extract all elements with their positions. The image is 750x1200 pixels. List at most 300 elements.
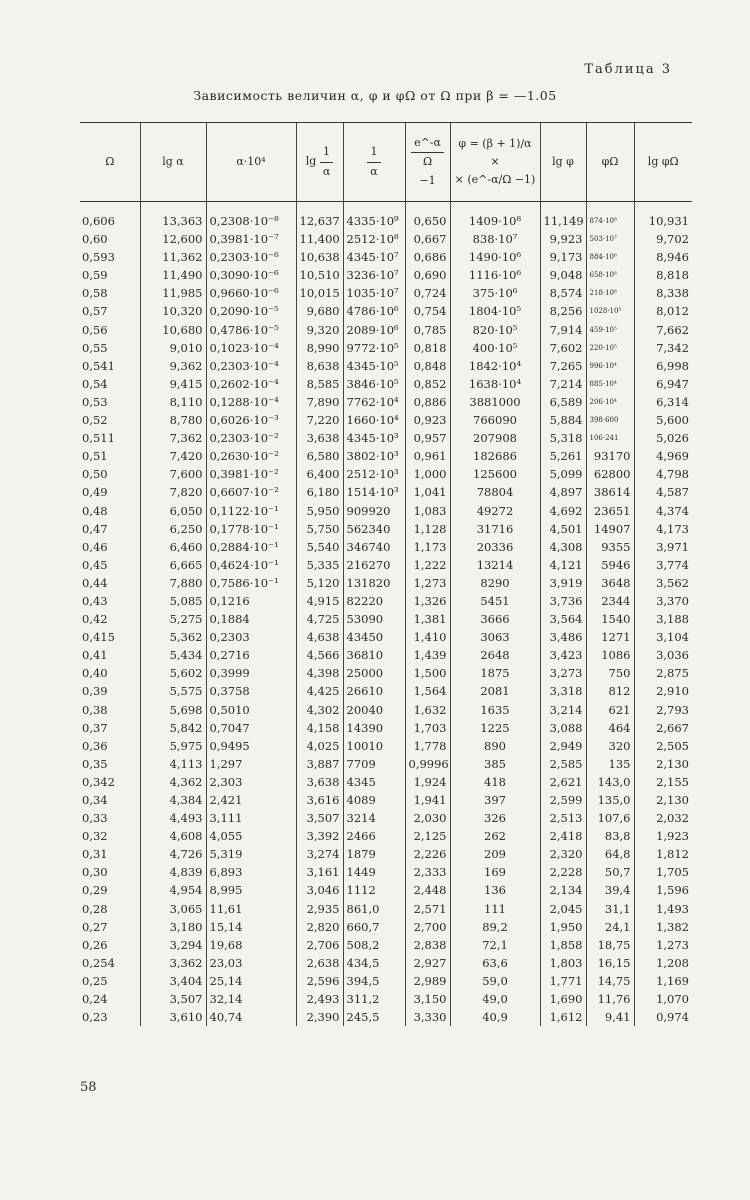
- table-cell: 5,602: [140, 664, 206, 682]
- table-cell: 3,088: [540, 719, 586, 737]
- table-cell: 3,887: [296, 755, 343, 773]
- table-cell: 14,75: [586, 972, 634, 990]
- table-cell: 6,460: [140, 538, 206, 556]
- table-cell: 7,265: [540, 357, 586, 375]
- table-cell: 206·10⁴: [586, 393, 634, 411]
- table-cell: 4345·10⁵: [343, 357, 405, 375]
- table-cell: 1,173: [405, 538, 450, 556]
- table-cell: 3802·10³: [343, 447, 405, 465]
- table-cell: 3666: [450, 610, 540, 628]
- table-cell: 0,724: [405, 284, 450, 302]
- table-row: [80, 447, 692, 465]
- table-cell: 0,886: [405, 393, 450, 411]
- table-cell: 0,818: [405, 339, 450, 357]
- table-cell: 0,59: [82, 268, 108, 283]
- table-cell: 0,606: [82, 214, 115, 228]
- table-cell: 2,155: [634, 773, 692, 791]
- header-lg-phi: lg φ: [540, 123, 586, 202]
- table-cell: 2,820: [296, 918, 343, 936]
- table-cell: 7,600: [140, 465, 206, 483]
- table-row: [80, 936, 692, 954]
- table-cell: 0,2303·10⁻⁶: [206, 248, 296, 266]
- table-cell: 6,250: [140, 520, 206, 538]
- table-cell: 2,571: [405, 900, 450, 918]
- table-row: [80, 202, 692, 231]
- table-cell: 6,580: [296, 447, 343, 465]
- table-cell: 11,985: [140, 284, 206, 302]
- table-cell: 1086: [586, 646, 634, 664]
- table-cell: 2344: [586, 592, 634, 610]
- table-cell: 4335·10⁹: [343, 202, 405, 231]
- table-cell: 0,43: [82, 593, 108, 608]
- table-cell: 131820: [343, 574, 405, 592]
- table-cell: 1028·10⁵: [586, 302, 634, 320]
- exp-tail: −1: [419, 173, 436, 187]
- table-cell: 6,998: [634, 357, 692, 375]
- table-cell: 0,60: [82, 232, 108, 247]
- table-row: [80, 556, 692, 574]
- table-cell: 218·10⁶: [586, 284, 634, 302]
- inv-alpha-fraction: [320, 143, 333, 180]
- table-cell: 15,14: [206, 918, 296, 936]
- table-cell: 59,0: [450, 972, 540, 990]
- table-cell: 4786·10⁶: [343, 302, 405, 320]
- table-cell: 1,941: [405, 791, 450, 809]
- table-cell: 4,493: [140, 809, 206, 827]
- table-cell: 5,975: [140, 737, 206, 755]
- table-cell: 2,125: [405, 827, 450, 845]
- table-cell: 0,2090·10⁻⁵: [206, 302, 296, 320]
- table-cell: 2,667: [634, 719, 692, 737]
- table-row: [80, 809, 692, 827]
- header-omega: Ω: [80, 123, 140, 202]
- table-cell: 40,74: [206, 1008, 296, 1026]
- table-cell: 0,3758: [206, 682, 296, 700]
- table-cell: 838·10⁷: [450, 230, 540, 248]
- table-cell: 8,256: [540, 302, 586, 320]
- table-row: [80, 918, 692, 936]
- fraction-numerator: 1: [320, 143, 333, 162]
- table-cell: 0,53: [82, 394, 108, 409]
- table-cell: 3,180: [140, 918, 206, 936]
- table-cell: 3,104: [634, 628, 692, 646]
- table-cell: 1,128: [405, 520, 450, 538]
- table-cell: 23,03: [206, 954, 296, 972]
- table-cell: 3,036: [634, 646, 692, 664]
- table-cell: 4,121: [540, 556, 586, 574]
- table-row: [80, 538, 692, 556]
- table-cell: 1,778: [405, 737, 450, 755]
- table-cell: 2512·10⁸: [343, 230, 405, 248]
- fraction-numerator: 1: [367, 143, 380, 162]
- table-cell: 0,36: [82, 738, 108, 753]
- table-cell: 508,2: [343, 936, 405, 954]
- table-cell: 2,421: [206, 791, 296, 809]
- table-cell: 7,914: [540, 321, 586, 339]
- table-cell: 1,858: [540, 936, 586, 954]
- exp-fraction: [411, 134, 444, 171]
- table-cell: 5,318: [540, 429, 586, 447]
- table-cell: 5,540: [296, 538, 343, 556]
- table-cell: 12,637: [296, 202, 343, 231]
- table-cell: 861,0: [343, 900, 405, 918]
- table-row: [80, 302, 692, 320]
- table-cell: 3,392: [296, 827, 343, 845]
- table-cell: 2,638: [296, 954, 343, 972]
- table-cell: 53090: [343, 610, 405, 628]
- table-cell: 2,130: [634, 755, 692, 773]
- table-cell: 8,338: [634, 284, 692, 302]
- table-cell: 0,44: [82, 575, 108, 590]
- table-cell: 0,7047: [206, 719, 296, 737]
- table-cell: 503·10⁷: [586, 230, 634, 248]
- table-row: [80, 248, 692, 266]
- table-cell: 1875: [450, 664, 540, 682]
- table-cell: 0,23: [82, 1010, 108, 1025]
- table-cell: 89,2: [450, 918, 540, 936]
- table-cell: 394,5: [343, 972, 405, 990]
- table-cell: 31,1: [586, 900, 634, 918]
- header-phi-formula: [450, 123, 540, 202]
- table-cell: 2,303: [206, 773, 296, 791]
- phi-formula-line-1: φ = (β + 1)/α ×: [458, 136, 532, 168]
- table-cell: 8,585: [296, 375, 343, 393]
- table-cell: 7,820: [140, 483, 206, 501]
- table-cell: 9355: [586, 538, 634, 556]
- table-cell: 0,1216: [206, 592, 296, 610]
- table-cell: 1635: [450, 701, 540, 719]
- table-row: [80, 465, 692, 483]
- table-cell: 820·10⁵: [450, 321, 540, 339]
- table-cell: 23651: [586, 502, 634, 520]
- table-cell: 0,33: [82, 811, 108, 826]
- header-row: [80, 123, 692, 202]
- table-cell: 8290: [450, 574, 540, 592]
- table-cell: 19,68: [206, 936, 296, 954]
- table-cell: 1,382: [634, 918, 692, 936]
- table-cell: 0,32: [82, 829, 108, 844]
- table-cell: 812: [586, 682, 634, 700]
- table-cell: 1,083: [405, 502, 450, 520]
- table-cell: 2,320: [540, 845, 586, 863]
- table-cell: 3,564: [540, 610, 586, 628]
- table-cell: 1,222: [405, 556, 450, 574]
- table-cell: 0,3981·10⁻⁷: [206, 230, 296, 248]
- table-cell: 93170: [586, 447, 634, 465]
- table-cell: 4345: [343, 773, 405, 791]
- table-cell: 1,439: [405, 646, 450, 664]
- table-cell: 311,2: [343, 990, 405, 1008]
- table-cell: 1,070: [634, 990, 692, 1008]
- table-cell: 4,425: [296, 682, 343, 700]
- table-cell: 83,8: [586, 827, 634, 845]
- table-cell: 0,961: [405, 447, 450, 465]
- table-cell: 1490·10⁶: [450, 248, 540, 266]
- table-cell: 4,374: [634, 502, 692, 520]
- table-cell: 660,7: [343, 918, 405, 936]
- table-cell: 0,415: [82, 630, 115, 645]
- table-cell: 3,404: [140, 972, 206, 990]
- table-cell: 884·10⁶: [586, 248, 634, 266]
- table-cell: 18,75: [586, 936, 634, 954]
- table-cell: 2081: [450, 682, 540, 700]
- table-cell: 0,28: [82, 901, 108, 916]
- table-cell: 220·10⁵: [586, 339, 634, 357]
- table-cell: 0,9495: [206, 737, 296, 755]
- table-cell: 0,1778·10⁻¹: [206, 520, 296, 538]
- table-cell: 1449: [343, 863, 405, 881]
- table-cell: 72,1: [450, 936, 540, 954]
- table-row: [80, 646, 692, 664]
- table-cell: 9,320: [296, 321, 343, 339]
- table-row: [80, 502, 692, 520]
- table-cell: 0,1884: [206, 610, 296, 628]
- table-cell: 5,275: [140, 610, 206, 628]
- table-cell: 2,418: [540, 827, 586, 845]
- table-cell: 10,320: [140, 302, 206, 320]
- table-cell: 1514·10³: [343, 483, 405, 501]
- table-cell: 49,0: [450, 990, 540, 1008]
- table-cell: 0,6026·10⁻³: [206, 411, 296, 429]
- table-cell: 658·10⁶: [586, 266, 634, 284]
- table-cell: 25,14: [206, 972, 296, 990]
- table-cell: 1,703: [405, 719, 450, 737]
- table-cell: 885·10⁴: [586, 375, 634, 393]
- table-cell: 16,15: [586, 954, 634, 972]
- table-cell: 326: [450, 809, 540, 827]
- table-cell: 11,149: [540, 202, 586, 231]
- table-cell: 0,37: [82, 720, 108, 735]
- table-cell: 0,24: [82, 992, 108, 1007]
- table-cell: 3,362: [140, 954, 206, 972]
- table-row: [80, 900, 692, 918]
- table-cell: 1,771: [540, 972, 586, 990]
- table-cell: 4,566: [296, 646, 343, 664]
- table-cell: 4,025: [296, 737, 343, 755]
- table-cell: 9,010: [140, 339, 206, 357]
- table-cell: 0,5010: [206, 701, 296, 719]
- table-cell: 0,686: [405, 248, 450, 266]
- table-cell: 4,725: [296, 610, 343, 628]
- table-cell: 49272: [450, 502, 540, 520]
- table-cell: 1225: [450, 719, 540, 737]
- table-cell: 2,927: [405, 954, 450, 972]
- table-cell: 0,46: [82, 539, 108, 554]
- table-cell: 3,294: [140, 936, 206, 954]
- table-row: [80, 719, 692, 737]
- table-cell: 375·10⁶: [450, 284, 540, 302]
- table-cell: 5,884: [540, 411, 586, 429]
- table-cell: 82220: [343, 592, 405, 610]
- table-cell: 3236·10⁷: [343, 266, 405, 284]
- table-cell: 3,507: [140, 990, 206, 1008]
- table-cell: 0,57: [82, 304, 108, 319]
- table-cell: 0,6607·10⁻²: [206, 483, 296, 501]
- table-cell: 7,890: [296, 393, 343, 411]
- table-cell: 3,161: [296, 863, 343, 881]
- table-cell: 216270: [343, 556, 405, 574]
- table-cell: 2466: [343, 827, 405, 845]
- table-cell: 2,596: [296, 972, 343, 990]
- table-cell: 4,055: [206, 827, 296, 845]
- table-cell: 1116·10⁶: [450, 266, 540, 284]
- table-cell: 320: [586, 737, 634, 755]
- table-cell: 5,600: [634, 411, 692, 429]
- table-cell: 1,924: [405, 773, 450, 791]
- table-row: [80, 230, 692, 248]
- table-cell: 5,335: [296, 556, 343, 574]
- table-cell: 20040: [343, 701, 405, 719]
- table-cell: 0,47: [82, 521, 108, 536]
- table-cell: 0,848: [405, 357, 450, 375]
- table-cell: 1,705: [634, 863, 692, 881]
- table-cell: 2089·10⁶: [343, 321, 405, 339]
- table-row: [80, 1008, 692, 1026]
- table-row: [80, 845, 692, 863]
- table-cell: 8,012: [634, 302, 692, 320]
- table-cell: 262: [450, 827, 540, 845]
- table-cell: 3,046: [296, 881, 343, 899]
- table-cell: 135: [586, 755, 634, 773]
- table-cell: 10,510: [296, 266, 343, 284]
- table-cell: 4,384: [140, 791, 206, 809]
- table-cell: 135,0: [586, 791, 634, 809]
- table-cell: 0,2303: [206, 628, 296, 646]
- table-cell: 5,950: [296, 502, 343, 520]
- page-number: 58: [80, 1080, 97, 1095]
- table-cell: 6,589: [540, 393, 586, 411]
- table-cell: 64,8: [586, 845, 634, 863]
- table-row: [80, 827, 692, 845]
- table-row: [80, 610, 692, 628]
- table-cell: 0,58: [82, 286, 108, 301]
- table-cell: 2648: [450, 646, 540, 664]
- table-cell: 2,045: [540, 900, 586, 918]
- table-cell: 0,50: [82, 467, 108, 482]
- table-cell: 2,949: [540, 737, 586, 755]
- table-cell: 0,342: [82, 774, 115, 789]
- table-cell: 38614: [586, 483, 634, 501]
- table-cell: 766090: [450, 411, 540, 429]
- table-row: [80, 954, 692, 972]
- table-cell: 2,989: [405, 972, 450, 990]
- table-cell: 0,4786·10⁻⁵: [206, 321, 296, 339]
- fraction-denominator: α: [322, 164, 331, 178]
- table-cell: 5,120: [296, 574, 343, 592]
- table-cell: 562340: [343, 520, 405, 538]
- table-cell: 0,2303·10⁻⁴: [206, 357, 296, 375]
- table-cell: 2,493: [296, 990, 343, 1008]
- table-cell: 207908: [450, 429, 540, 447]
- table-cell: 5,362: [140, 628, 206, 646]
- table-cell: 1,612: [540, 1008, 586, 1026]
- table-cell: 0,3999: [206, 664, 296, 682]
- table-cell: 4,692: [540, 502, 586, 520]
- table-cell: 10,680: [140, 321, 206, 339]
- data-table: [80, 122, 692, 1026]
- table-cell: 4,173: [634, 520, 692, 538]
- table-cell: 8,780: [140, 411, 206, 429]
- table-cell: 1,803: [540, 954, 586, 972]
- table-cell: 136: [450, 881, 540, 899]
- table-row: [80, 574, 692, 592]
- table-cell: 1,690: [540, 990, 586, 1008]
- fraction-denominator: α: [370, 164, 378, 178]
- table-cell: 0,2303·10⁻²: [206, 429, 296, 447]
- table-cell: 4,501: [540, 520, 586, 538]
- table-cell: 0,852: [405, 375, 450, 393]
- table-cell: 3,562: [634, 574, 692, 592]
- table-cell: 4089: [343, 791, 405, 809]
- fraction-numerator: e^-α: [411, 134, 444, 153]
- table-cell: 1842·10⁴: [450, 357, 540, 375]
- table-cell: 0,2630·10⁻²: [206, 447, 296, 465]
- table-cell: 10,015: [296, 284, 343, 302]
- table-cell: 621: [586, 701, 634, 719]
- table-cell: 1540: [586, 610, 634, 628]
- table-cell: 0,690: [405, 266, 450, 284]
- table-cell: 0,754: [405, 302, 450, 320]
- table-cell: 9,923: [540, 230, 586, 248]
- table-cell: 11,400: [296, 230, 343, 248]
- table-cell: 2,585: [540, 755, 586, 773]
- table-cell: 3,736: [540, 592, 586, 610]
- table-cell: 0,254: [82, 955, 115, 970]
- table-cell: 397: [450, 791, 540, 809]
- table-cell: 3,486: [540, 628, 586, 646]
- table-cell: 13,363: [140, 202, 206, 231]
- table-cell: 4,897: [540, 483, 586, 501]
- table-row: [80, 357, 692, 375]
- table-cell: 4,158: [296, 719, 343, 737]
- table-cell: 9,048: [540, 266, 586, 284]
- table-cell: 3214: [343, 809, 405, 827]
- table-cell: 0,7586·10⁻¹: [206, 574, 296, 592]
- table-cell: 25000: [343, 664, 405, 682]
- table-cell: 6,947: [634, 375, 692, 393]
- table-cell: 4,638: [296, 628, 343, 646]
- table-cell: 0,54: [82, 376, 108, 391]
- table-cell: 0,35: [82, 756, 108, 771]
- table-cell: 2,875: [634, 664, 692, 682]
- table-cell: 2,134: [540, 881, 586, 899]
- table-cell: 3,274: [296, 845, 343, 863]
- table-cell: 111: [450, 900, 540, 918]
- table-cell: 3846·10⁵: [343, 375, 405, 393]
- header-lg-phi-omega: lg φΩ: [634, 123, 692, 202]
- table-row: [80, 972, 692, 990]
- table-cell: 1,950: [540, 918, 586, 936]
- table-cell: 40,9: [450, 1008, 540, 1026]
- table-row: [80, 321, 692, 339]
- table-cell: 5,434: [140, 646, 206, 664]
- table-cell: 1,297: [206, 755, 296, 773]
- table-cell: 1,208: [634, 954, 692, 972]
- table-cell: 3,273: [540, 664, 586, 682]
- table-row: [80, 863, 692, 881]
- table-cell: 4,302: [296, 701, 343, 719]
- table-cell: 750: [586, 664, 634, 682]
- table-cell: 8,995: [206, 881, 296, 899]
- table-cell: 2512·10³: [343, 465, 405, 483]
- table-row: [80, 520, 692, 538]
- table-cell: 0,2716: [206, 646, 296, 664]
- table-cell: 0,2602·10⁻⁴: [206, 375, 296, 393]
- table-row: [80, 755, 692, 773]
- table-cell: 4,608: [140, 827, 206, 845]
- table-cell: 3,919: [540, 574, 586, 592]
- table-cell: 0,923: [405, 411, 450, 429]
